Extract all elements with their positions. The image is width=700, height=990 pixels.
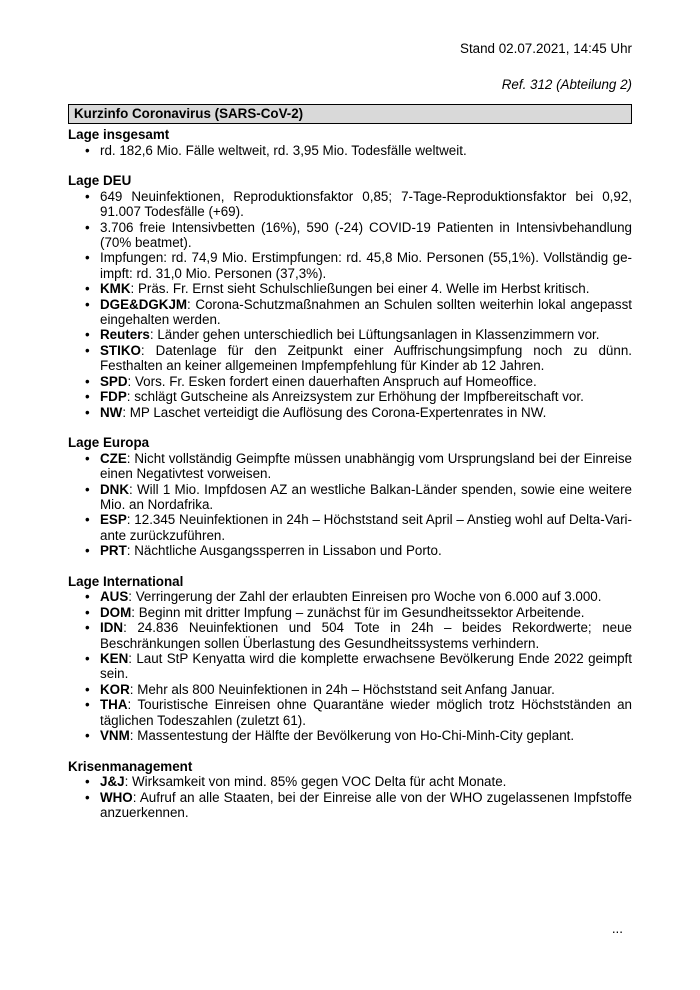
list-item-body: : Corona-Schutzmaßnahmen an Schulen sollten weiterhin lokal angepasst eingehalten werden. [100, 296, 632, 328]
continuation-ellipsis: ... [611, 921, 623, 936]
list-item-prefix: THA [100, 697, 128, 713]
list-item-body: : schlägt Gutscheine als Anreizsystem zur Erhöhung der Impfbereitschaft vor. [126, 389, 584, 405]
bullet-icon: • [85, 650, 90, 666]
list-item [68, 405, 632, 420]
section-heading: Lage Europa [68, 435, 150, 451]
list-item-prefix: KMK [100, 281, 131, 297]
bullet-icon: • [85, 728, 90, 744]
list-item-prefix: AUS [100, 589, 129, 605]
list-item-text [100, 682, 632, 697]
list-item-prefix: CZE [100, 450, 127, 466]
list-item-body: : 24.836 Neuinfektionen und 504 Tote in 24h – beides Rekordwerte; neue Beschränkungen sollen Überlastung des Gesundheitssystems verhindern. [100, 620, 632, 651]
list-item-prefix: SPD [100, 373, 128, 389]
bullet-list [68, 774, 632, 820]
list-item-text [100, 327, 632, 342]
list-item-body: : Will 1 Mio. Impfdosen AZ an westliche Balkan-Länder spenden, sowie eine weitere Mio. an Nordafrika. [100, 481, 632, 512]
document-title: Kurzinfo Coronavirus (SARS-CoV-2) [74, 105, 304, 121]
list-item [68, 790, 632, 821]
bullet-icon: • [85, 373, 90, 389]
list-item-text [100, 189, 632, 220]
list-item-text [100, 250, 632, 281]
list-item-text [100, 589, 632, 604]
status-date-line: Stand 02.07.2021, 14:45 Uhr [460, 41, 632, 56]
list-item-text [100, 343, 632, 374]
list-item [68, 589, 632, 604]
list-item-prefix: DNK [100, 481, 130, 497]
list-item [68, 620, 632, 651]
list-item-body: : Touristische Einreisen ohne Quarantäne wieder möglich trotz Höchstständen an täglichen Todeszahlen (zuletzt 61). [100, 697, 632, 728]
reference-line: Ref. 312 (Abteilung 2) [501, 77, 632, 93]
list-item-body: : Wirksamkeit von mind. 85% gegen VOC Delta für acht Monate. [124, 774, 507, 790]
list-item-text [100, 728, 632, 743]
bullet-icon: • [85, 774, 90, 790]
list-item-text [100, 143, 632, 158]
list-item-body: : Vors. Fr. Esken fordert einen dauerhaften Anspruch auf Homeoffice. [127, 373, 537, 389]
list-item-body: rd. 182,6 Mio. Fälle weltweit, rd. 3,95 Mio. Todesfälle weltweit. [100, 142, 467, 158]
list-item-prefix: PRT [100, 543, 127, 559]
bullet-icon: • [85, 789, 90, 805]
bullet-icon: • [85, 512, 90, 528]
list-item-text [100, 297, 632, 328]
list-item-text [100, 605, 632, 620]
list-item [68, 189, 632, 220]
list-item [68, 297, 632, 328]
list-item-text [100, 482, 632, 513]
list-item-body: : 12.345 Neuinfektionen in 24h – Höchststand seit April – Anstieg wohl auf Delta-Variante zurückzuführen. [100, 512, 632, 543]
bullet-icon: • [85, 589, 90, 605]
list-item-prefix: DGE&DGKJM [100, 296, 188, 312]
list-item-text [100, 543, 632, 558]
bullet-icon: • [85, 543, 90, 559]
list-item-body: Impfungen: rd. 74,9 Mio. Erstimpfungen: rd. 45,8 Mio. Personen (55,1%). Vollständig geimpft: rd. 31,0 Mio. Personen (37,3%). [100, 250, 632, 281]
list-item-text [100, 451, 632, 482]
list-item [68, 651, 632, 682]
list-item-body: : Nächtliche Ausgangssperren in Lissabon und Porto. [126, 543, 442, 559]
list-item-text [100, 512, 632, 543]
list-item-body: : Präs. Fr. Ernst sieht Schulschließungen bei einer 4. Welle im Herbst kritisch. [130, 281, 590, 297]
bullet-icon: • [85, 481, 90, 497]
bullet-icon: • [85, 450, 90, 466]
list-item [68, 343, 632, 374]
section-heading: Lage DEU [68, 173, 132, 189]
list-item-prefix: STIKO [100, 342, 141, 358]
list-item [68, 327, 632, 342]
bullet-icon: • [85, 681, 90, 697]
bullet-icon: • [85, 342, 90, 358]
bullet-icon: • [85, 327, 90, 343]
bullet-list [68, 143, 632, 158]
bullet-list [68, 451, 632, 559]
list-item-prefix: NW [100, 404, 123, 420]
bullet-icon: • [85, 219, 90, 235]
list-item [68, 220, 632, 251]
bullet-icon: • [85, 142, 90, 158]
section-heading: Lage International [68, 573, 184, 589]
bullet-icon: • [85, 250, 90, 266]
list-item-body: : MP Laschet verteidigt die Auflösung des Corona-Expertenrates in NW. [122, 404, 547, 420]
list-item-text [100, 697, 632, 728]
list-item-prefix: FDP [100, 389, 127, 405]
list-item-prefix: J&J [100, 774, 125, 790]
bullet-list [68, 589, 632, 743]
list-item-text [100, 281, 632, 296]
list-item-body: : Aufruf an alle Staaten, bei der Einreise alle von der WHO zugelassenen Impfstoffe anzuerkennen. [100, 789, 632, 821]
list-item-body: : Länder gehen unterschiedlich bei Lüftungsanlagen in Klassenzimmern vor. [149, 327, 600, 343]
bullet-icon: • [85, 389, 90, 405]
list-item [68, 774, 632, 789]
list-item [68, 605, 632, 620]
list-item-body: 3.706 freie Intensivbetten (16%), 590 (-24) COVID-19 Patienten in Intensivbehandlung (70% beatmet). [100, 219, 632, 251]
list-item-prefix: KEN [100, 650, 129, 666]
list-item [68, 512, 632, 543]
list-item-text [100, 790, 632, 821]
list-item [68, 389, 632, 404]
list-item-body: : Nicht vollständig Geimpfte müssen unabhängig vom Ursprungsland bei der Einreise einen Negativtest vorweisen. [100, 450, 632, 482]
list-item-text [100, 651, 632, 682]
list-item [68, 728, 632, 743]
list-item-body: : Datenlage für den Zeitpunkt einer Auffrischungsimpfung noch zu dünn. Festhalten an keiner allgemeinen Impfempfehlung für Kinder ab 12 Jahren. [100, 342, 632, 374]
list-item-body: : Verringerung der Zahl der erlaubten Einreisen pro Woche von 6.000 auf 3.000. [128, 589, 602, 605]
list-item [68, 451, 632, 482]
bullet-icon: • [85, 697, 90, 713]
list-item [68, 281, 632, 296]
bullet-list [68, 189, 632, 420]
list-item-prefix: DOM [100, 604, 132, 620]
bullet-icon: • [85, 620, 90, 636]
list-item [68, 682, 632, 697]
list-item-prefix: WHO [100, 789, 133, 805]
list-item [68, 543, 632, 558]
section-heading: Krisenmanagement [68, 758, 193, 774]
sections-container [68, 127, 632, 820]
list-item-body: : Mehr als 800 Neuinfektionen in 24h – Höchststand seit Anfang Januar. [129, 681, 555, 697]
list-item-prefix: Reuters [100, 327, 150, 343]
section-heading: Lage insgesamt [68, 127, 170, 143]
list-item-prefix: VNM [100, 728, 130, 744]
list-item [68, 143, 632, 158]
list-item [68, 482, 632, 513]
list-item-text [100, 405, 632, 420]
list-item-text [100, 620, 632, 651]
document-content [68, 41, 632, 820]
list-item-text [100, 374, 632, 389]
list-item-body: : Laut StP Kenyatta wird die komplette erwachsene Bevölkerung Ende 2022 geimpft sein. [100, 650, 632, 682]
list-item-text [100, 389, 632, 404]
list-item-prefix: ESP [100, 512, 127, 528]
document-title-bar [68, 104, 632, 124]
list-item [68, 250, 632, 281]
bullet-icon: • [85, 604, 90, 620]
list-item-body: : Massentestung der Hälfte der Bevölkerung von Ho-Chi-Minh-City geplant. [129, 728, 575, 744]
list-item-body: : Beginn mit dritter Impfung – zunächst für im Gesundheitssektor Arbeitende. [131, 604, 585, 620]
list-item-body: 649 Neuinfektionen, Reproduktionsfaktor 0,85; 7-Tage-Reproduktionsfaktor bei 0,92, 91.007 Todesfälle (+69). [100, 188, 632, 220]
list-item-text [100, 220, 632, 251]
list-item-prefix: IDN [100, 620, 124, 636]
list-item-prefix: KOR [100, 681, 130, 697]
bullet-icon: • [85, 281, 90, 297]
list-item [68, 374, 632, 389]
bullet-icon: • [85, 404, 90, 420]
bullet-icon: • [85, 188, 90, 204]
list-item [68, 697, 632, 728]
bullet-icon: • [85, 296, 90, 312]
list-item-text [100, 774, 632, 789]
